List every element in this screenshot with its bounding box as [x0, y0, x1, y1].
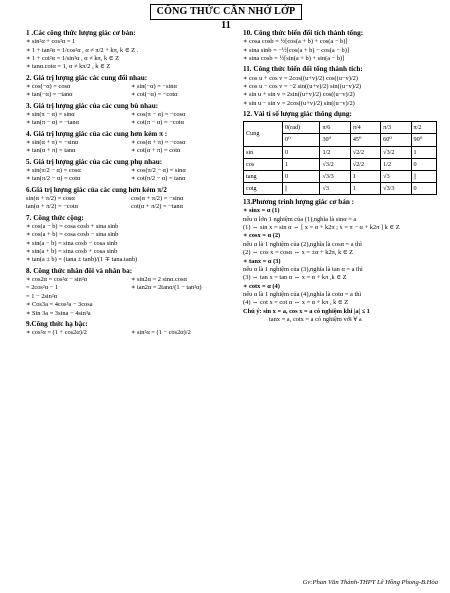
equation-block — [243, 283, 439, 307]
table-cell: || — [411, 170, 436, 182]
formula-row — [26, 276, 226, 283]
table-cell: 60⁰ — [381, 134, 411, 146]
section-1 — [26, 29, 226, 71]
table-cell: 1 — [411, 146, 436, 158]
formula-row — [26, 284, 226, 291]
table-cell: π/6 — [320, 122, 350, 134]
section-title: 8. Công thức nhân đôi và nhân ba: — [26, 266, 133, 275]
table-row — [244, 122, 437, 134]
formula: ∗ cos(π − α) = −cosα — [131, 111, 226, 118]
table-cell: 30⁰ — [320, 134, 350, 146]
formula-line: ∗ sina cosb = ½[sin(a + b) + sin(a − b)] — [243, 55, 439, 62]
formula-row — [26, 175, 226, 182]
table-cell: π/3 — [381, 122, 411, 134]
formula: ∗ sin(π/2 − α) = cosα — [26, 167, 121, 174]
formula: ∗ cos(π/2 − α) = sinα — [131, 167, 226, 174]
section-title: 12. Vài tỉ số lượng giác thông dụng: — [243, 110, 352, 119]
equation-line: (4) ⇔ cot x = cot α ⇔ x = α + kπ , k ∈ Z — [243, 299, 349, 307]
formula-line: ∗ cosa cosb = ½[cos(a + b) + cos(a − b)] — [243, 38, 439, 45]
table-cell: π/4 — [350, 122, 380, 134]
formula: cot(α + π/2) = −tanα — [131, 203, 183, 211]
formula: cos(α + π/2) = −sinα — [131, 195, 184, 202]
section-title: 3. Giá trị lượng giác của các cung bù nhau: — [26, 101, 159, 110]
section-4 — [26, 130, 226, 155]
equation-line: nếu α là 1 nghiệm của (2),nghĩa là cosα = a thì — [243, 240, 362, 248]
equation-head: ∗ sinx = α (1) — [243, 207, 280, 215]
table-cell: 0(rad) — [283, 122, 320, 134]
formula: ∗ cot(−α) = −cotα — [131, 91, 226, 98]
formula-line: ∗ sin²α + cos²α = 1 — [26, 38, 226, 45]
table-cell: tang — [244, 170, 283, 182]
section-13 — [243, 198, 439, 323]
formula: ∗ tan(π/2 − α) = cotα — [26, 175, 121, 182]
formula-line: ∗ sin(a − b) = sina cosb − cosa sinb — [26, 240, 226, 247]
equation-block — [243, 258, 439, 282]
equation-line: nếu α lớn 1 nghiệm của (1),nghĩa là sinα = a — [243, 215, 357, 223]
formula: ∗ tan2α = 2tanα/(1 − tan²α) — [131, 284, 226, 291]
section-title: 7. Công thức cộng: — [26, 213, 84, 222]
table-cell: √3/2 — [320, 158, 350, 170]
formula: ∗ sin(α + π) = −sinα — [26, 139, 121, 146]
formula: ∗ sin²α = (1 − cos2α)/2 — [131, 329, 226, 336]
section-8 — [26, 267, 226, 317]
formula: ∗ cos(α + π) = −cosα — [131, 139, 226, 146]
equation-block — [243, 207, 439, 231]
table-cell: cotg — [244, 182, 283, 194]
footer-author: Gv:Phan Văn Thành-THPT Lê Hồng Phong-B.Hòa — [302, 579, 438, 587]
formula-row — [26, 111, 226, 118]
formula: = 2cos²α − 1 — [26, 284, 59, 292]
formula-line: ∗ 1 + cot²α = 1/sin²α , α ≠ kπ, k ∈ Z — [26, 55, 226, 62]
trig-table-wrapper — [243, 121, 439, 195]
table-row — [244, 182, 437, 194]
formula: ∗ tan(α + π) = tanα — [26, 147, 121, 154]
table-cell: || — [283, 182, 320, 194]
table-row — [244, 170, 437, 182]
formula: ∗ sin(π − α) = sinα — [26, 111, 121, 118]
formula: ∗ cos2α = cos²α − sin²α — [26, 276, 121, 283]
section-title: 1 .Các công thức lượng giác cơ bản: — [26, 29, 136, 37]
section-3 — [26, 102, 226, 127]
table-cell: √3/3 — [320, 170, 350, 182]
formula-row — [26, 139, 226, 146]
table-cell: 1 — [283, 158, 320, 170]
formula-line: ∗ sin(a + b) = sina cosb + cosa sinb — [26, 248, 226, 255]
table-cell: 0 — [283, 146, 320, 158]
formula-line: ∗ tan(a ± b) = (tana ± tanb)/(1 ∓ tana.tanb) — [26, 256, 226, 263]
formula: ∗ tan(π − α) = −tanα — [26, 119, 121, 126]
section-title: 6.Giá trị lượng giác của các cung hơn kém π/2 — [26, 185, 167, 194]
formula-row — [26, 329, 226, 336]
page-title: CÔNG THỨC CẦN NHỚ LỚP 11 — [150, 4, 302, 20]
table-cell: √3 — [320, 182, 350, 194]
table-cell: 1/2 — [320, 146, 350, 158]
formula: = 1 − 2sin²α — [26, 292, 58, 300]
equation-line: nếu α là 1 nghiệm của (4),nghĩa là cotα = a thì — [243, 290, 362, 298]
section-7 — [26, 214, 226, 264]
formula-row — [26, 167, 226, 174]
formula-line: ∗ sin u − sin v = 2cos((u+v)/2) sin((u−v)/2) — [243, 100, 439, 107]
formula: ∗ cot(α + π) = cotα — [131, 147, 226, 154]
formula: ∗ sin2α = 2 sinα.cosα — [131, 276, 226, 283]
equation-line: (3) ⇔ tan x = tan α ⇔ x = α + kπ ,k ∈ Z — [243, 274, 347, 282]
formula: ∗ cos²α = (1 + cos2α)/2 — [26, 329, 121, 336]
table-cell: sin — [244, 146, 283, 158]
formula-row — [26, 91, 226, 98]
equation-line: (2) ⇔ cos x = cosα ⇔ x = ±α + k2π, k ∈ Z — [243, 249, 354, 257]
formula: sin(α + π/2) = cosα — [26, 195, 75, 202]
formula-line: ∗ Sin 3a = 3sina − 4sin³a — [26, 310, 226, 317]
formula-row — [26, 147, 226, 154]
formula-line: ∗ sin u + sin v = 2sin((u+v)/2) cos((u−v)/2) — [243, 91, 439, 98]
table-cell: 45⁰ — [350, 134, 380, 146]
table-row — [244, 146, 437, 158]
note-line: Chú ý: sin x = a, cos x = a có nghiệm khi |a| ≤ 1 — [243, 307, 370, 315]
section-6 — [26, 186, 226, 211]
section-title: 2. Giá trị lượng giác các cung đối nhau: — [26, 73, 148, 82]
section-5 — [26, 158, 226, 183]
formula-line: ∗ cos u − cos v = −2 sin((u+v)/2) sin((u−v)/2) — [243, 83, 439, 90]
table-cell: π/2 — [411, 122, 436, 134]
table-cell: √2/2 — [350, 158, 380, 170]
section-title: 11. Công thức biến đổi tổng thành tích: — [243, 65, 363, 74]
table-cell: 1/2 — [381, 158, 411, 170]
section-12 — [243, 110, 439, 195]
formula-row — [26, 119, 226, 126]
table-cell: 0 — [411, 158, 436, 170]
section-title: 4. Giá trị lượng giác của các cung hơn kém π : — [26, 129, 168, 138]
section-title: 5. Giá trị lượng giác của các cung phụ nhau: — [26, 157, 163, 166]
formula-line: ∗ Cos3a = 4cos³a − 3cosa — [26, 301, 226, 308]
section-title: 9.Công thức hạ bậc: — [26, 319, 88, 328]
formula-line: ∗ sina sinb = −½[cos(a + b) − cos(a − b)] — [243, 47, 439, 54]
equation-line: nếu α là 1 nghiệm của (3),nghĩa là tan α = a thì — [243, 265, 363, 273]
equation-head: ∗ tanx = α (3) — [243, 257, 281, 265]
table-cell: √2/2 — [350, 146, 380, 158]
equation-head: ∗ cotx = α (4) — [243, 282, 280, 290]
formula: ∗ cos(−α) = cosα — [26, 83, 121, 90]
formula-line: ∗ cos(a − b) = cosa cosb + sina sinb — [26, 223, 226, 230]
formula-row — [26, 293, 226, 300]
formula: ∗ tan(−α) = −tanα — [26, 91, 121, 98]
table-cell: √3 — [381, 170, 411, 182]
formula-line: ∗ tanα.cotα = 1, α ≠ kπ/2 , k ∈ Z — [26, 63, 226, 70]
formula: tan(α + π/2) = −cotα — [26, 203, 78, 211]
section-11 — [243, 65, 439, 107]
table-cell: 1 — [350, 182, 380, 194]
equation-block — [243, 232, 439, 256]
formula-line: ∗ cos(a + b) = cosa cosb − sina sinb — [26, 231, 226, 238]
section-10 — [243, 29, 439, 62]
formula: ∗ cot(π − α) = −cotα — [131, 119, 226, 126]
table-cell: 1 — [350, 170, 380, 182]
table-cell: Cung — [244, 122, 283, 146]
table-cell: √3/3 — [381, 182, 411, 194]
section-2 — [26, 74, 226, 99]
formula-row — [26, 203, 226, 210]
table-cell: √3/2 — [381, 146, 411, 158]
formula-line: ∗ 1 + tan²α = 1/cos²α , α ≠ π/2 + kπ, k ∈ Z . — [26, 47, 226, 54]
formula-row — [26, 83, 226, 90]
formula: ∗ cot(π/2 − α) = tanα — [131, 175, 226, 182]
section-9 — [26, 320, 226, 337]
formula: ∗ sin(−α) = −sinα — [131, 83, 226, 90]
formula-line: ∗ cos u + cos v = 2cos((u+v)/2) cos((u−v)/2) — [243, 75, 439, 82]
equation-line: (1) ⇔ sin x = sin α ⇔ [ x = α + k2π ; x = π − α + k2π ] k ∈ Z — [243, 224, 400, 232]
table-row — [244, 158, 437, 170]
table-cell: 90⁰ — [411, 134, 436, 146]
right-column — [243, 26, 439, 324]
left-column — [26, 26, 226, 338]
section-title: 10. Công thức biến đổi tích thành tổng: — [243, 29, 364, 37]
equation-head: ∗ cosx = α (2) — [243, 232, 281, 240]
table-cell: 0 — [411, 182, 436, 194]
section-title: 13.Phương trình lượng giác cơ bản : — [243, 198, 355, 207]
note-line: tanx = a, cotx = a có nghiệm với ∀ a — [269, 316, 362, 324]
table-cell: cos — [244, 158, 283, 170]
trig-table — [243, 121, 437, 195]
table-cell: 0⁰ — [283, 134, 320, 146]
formula-row — [26, 195, 226, 202]
table-cell: 0 — [283, 170, 320, 182]
